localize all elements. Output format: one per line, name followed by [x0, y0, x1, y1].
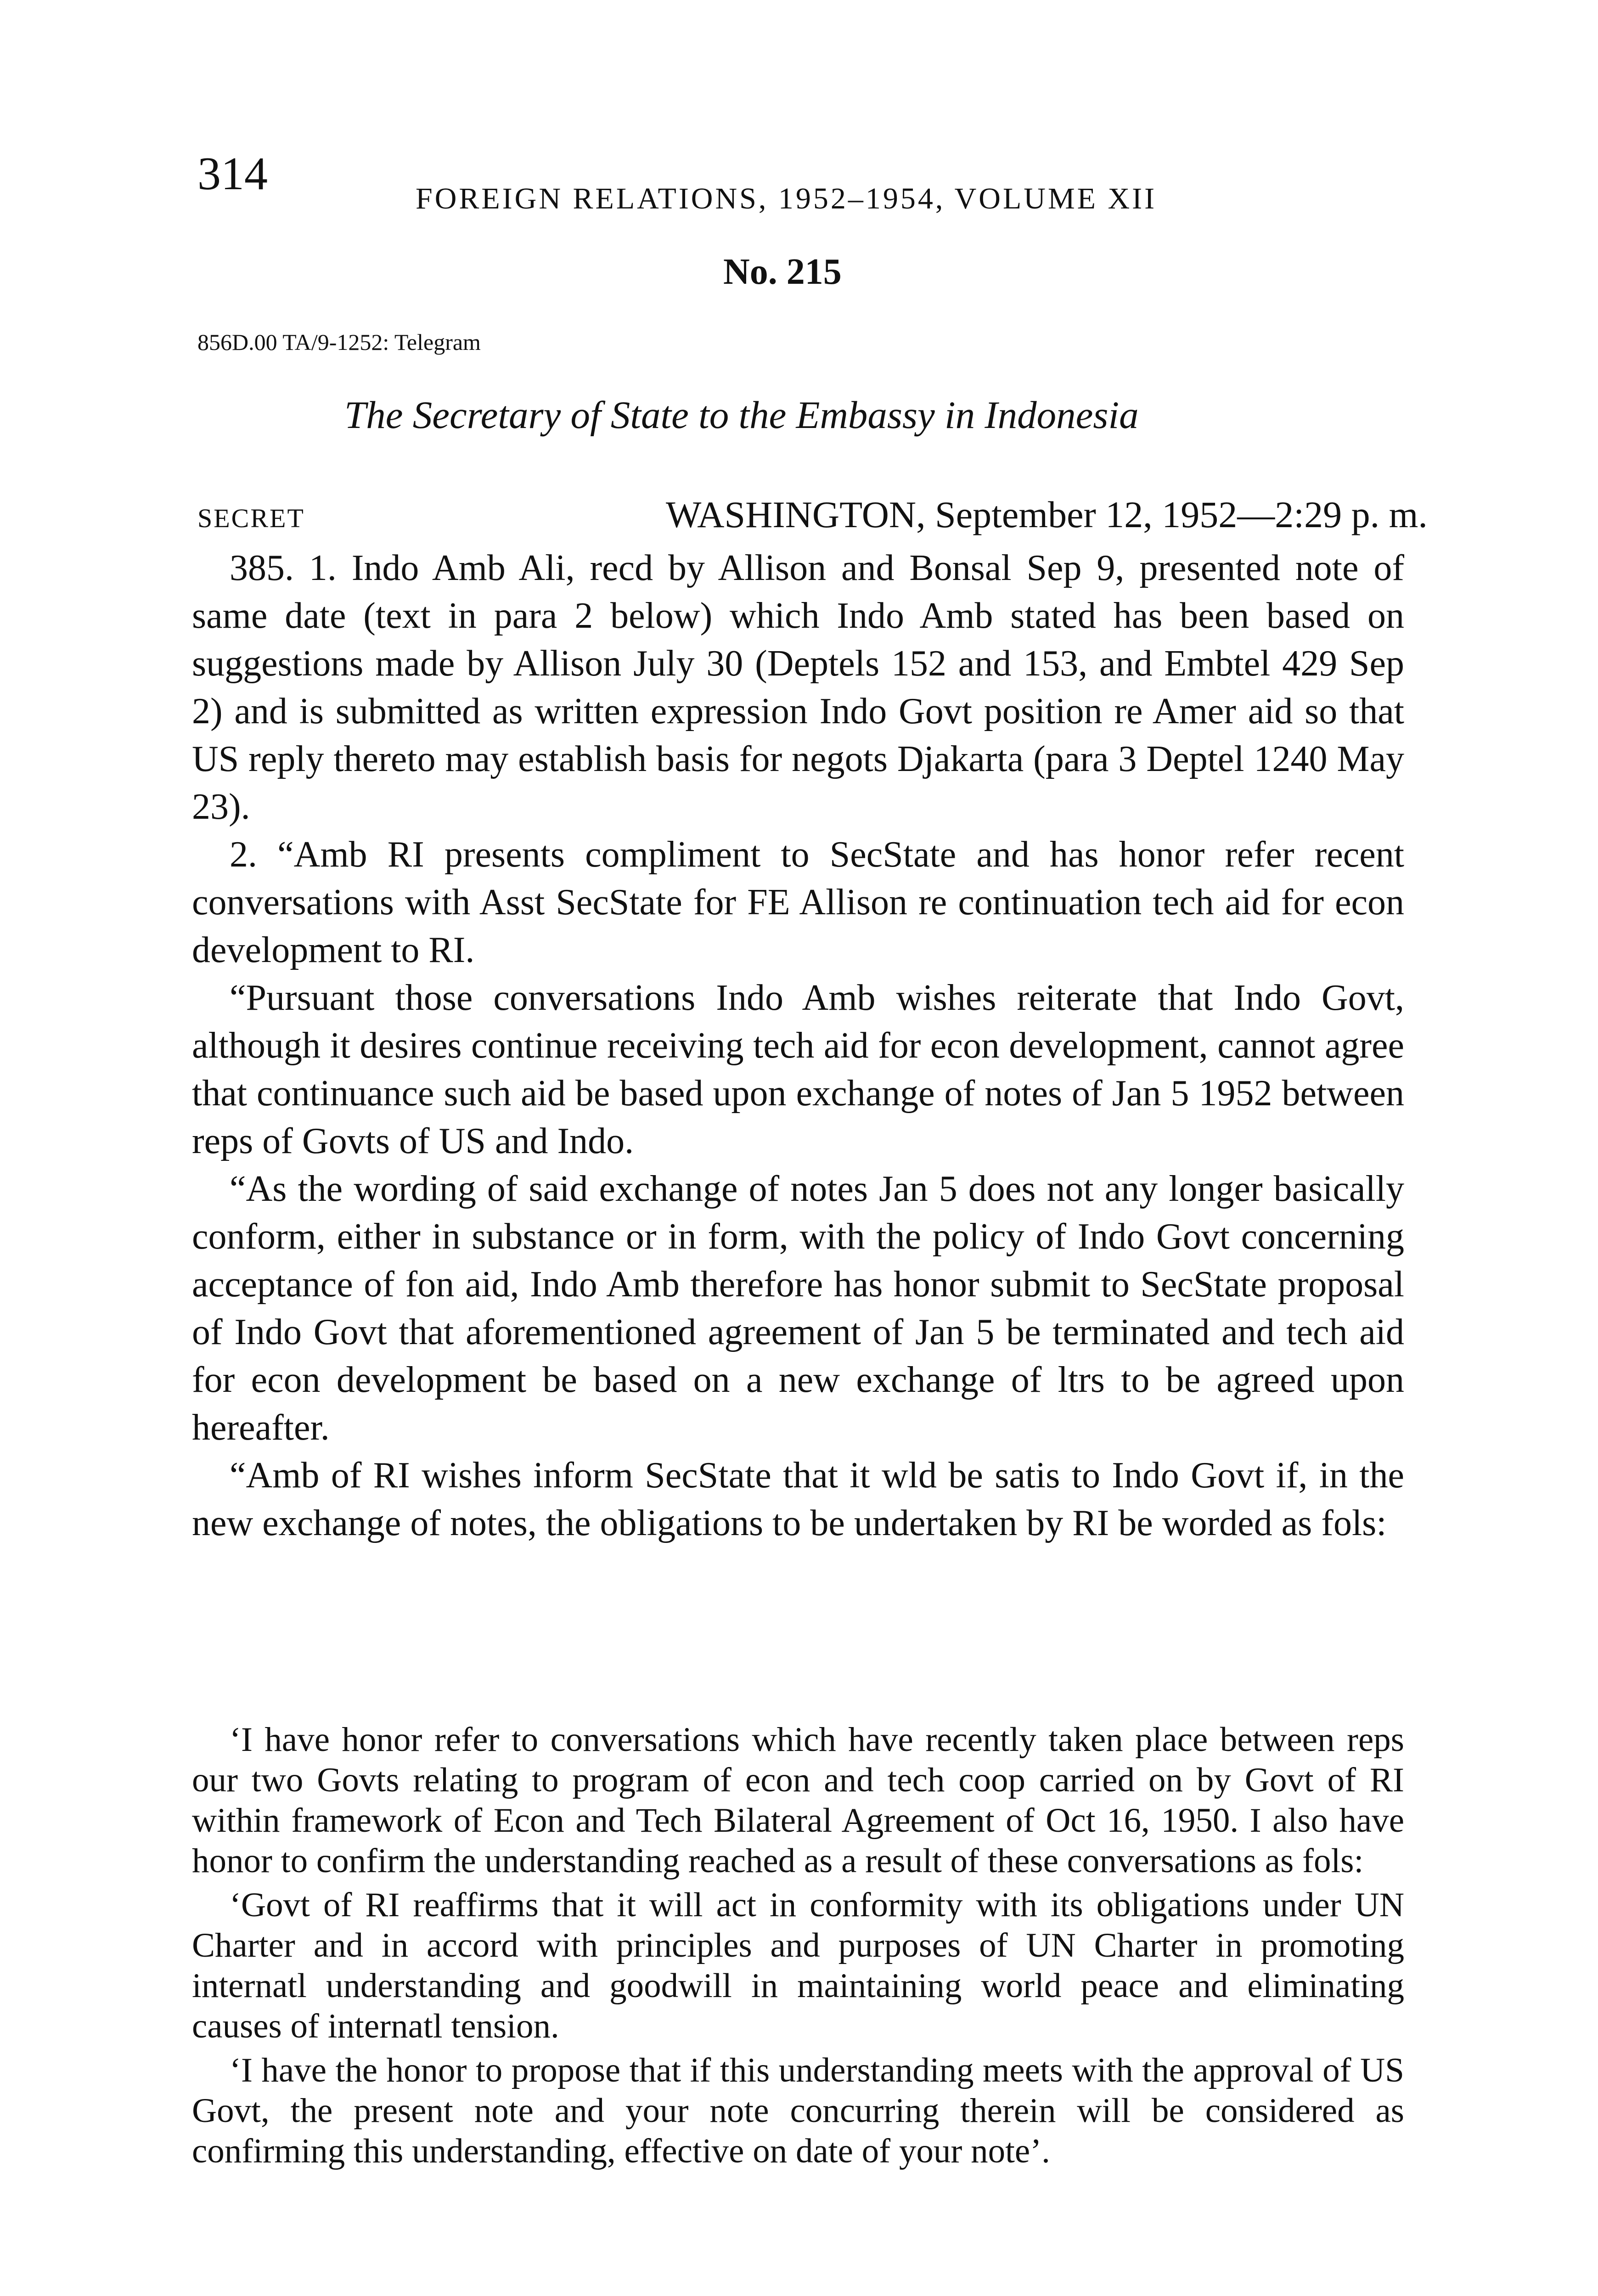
quoted-paragraph: ‘I have honor refer to conversations which have recently taken place between reps our two Govts relating to program of econ and tech coop carried on by Govt of RI within framework of Econ and Tech Bilateral Agreement of Oct 16, 1950. I also have honor to confirm the understanding reached as a result of these conversations as fols:: [192, 1721, 1404, 1880]
file-reference: 856D.00 TA/9-1252: Telegram: [197, 329, 481, 355]
quoted-note: [192, 1720, 1404, 2172]
telegram-body: [192, 544, 1404, 1547]
paragraph: 2. “Amb RI presents compliment to SecState and has honor refer recent conversations with Asst SecState for FE Allison re continuation tech aid for econ development to RI.: [192, 834, 1404, 970]
page-number: 314: [197, 148, 268, 200]
paragraph: “Amb of RI wishes inform SecState that it wld be satis to Indo Govt if, in the new exchange of notes, the obligations to be undertaken by RI be worded as fols:: [192, 1455, 1404, 1543]
paragraph: 385. 1. Indo Amb Ali, recd by Allison and Bonsal Sep 9, presented note of same date (text in para 2 below) which Indo Amb stated has been based on suggestions made by Allison July 30 (Deptels 152 and 153, and Embtel 429 Sep 2) and is submitted as written expression Indo Govt position re Amer aid so that US reply thereto may establish basis for negots Djakarta (para 3 Deptel 1240 May 23).: [192, 548, 1404, 827]
quoted-paragraph: ‘I have the honor to propose that if this understanding meets with the approval of US Govt, the present note and your note concurring therein will be considered as confirming this understanding, effective on date of your note’.: [192, 2051, 1404, 2170]
paragraph: “Pursuant those conversations Indo Amb wishes reiterate that Indo Govt, although it desires continue receiving tech aid for econ development, cannot agree that continuance such aid be based upon exchange of notes of Jan 5 1952 between reps of Govts of US and Indo.: [192, 978, 1404, 1161]
running-head: FOREIGN RELATIONS, 1952–1954, VOLUME XII: [416, 182, 1157, 215]
quoted-paragraph: ‘Govt of RI reaffirms that it will act in conformity with its obligations under UN Charter and in accord with principles and purposes of UN Charter in promoting internatl understanding and goodwill in maintaining world peace and eliminating causes of internatl tension.: [192, 1886, 1404, 2045]
dateline: WASHINGTON, September 12, 1952—2:29 p. m.: [666, 494, 1428, 535]
document-heading: The Secretary of State to the Embassy in Indonesia: [344, 394, 1139, 437]
classification-label: SECRET: [197, 503, 305, 533]
paragraph: “As the wording of said exchange of notes Jan 5 does not any longer basically conform, either in substance or in form, with the policy of Indo Govt concerning acceptance of fon aid, Indo Amb therefore has honor submit to SecState proposal of Indo Govt that aforementioned agreement of Jan 5 be terminated and tech aid for econ development be based on a new exchange of ltrs to be agreed upon hereafter.: [192, 1169, 1404, 1448]
document-number: No. 215: [723, 252, 842, 292]
